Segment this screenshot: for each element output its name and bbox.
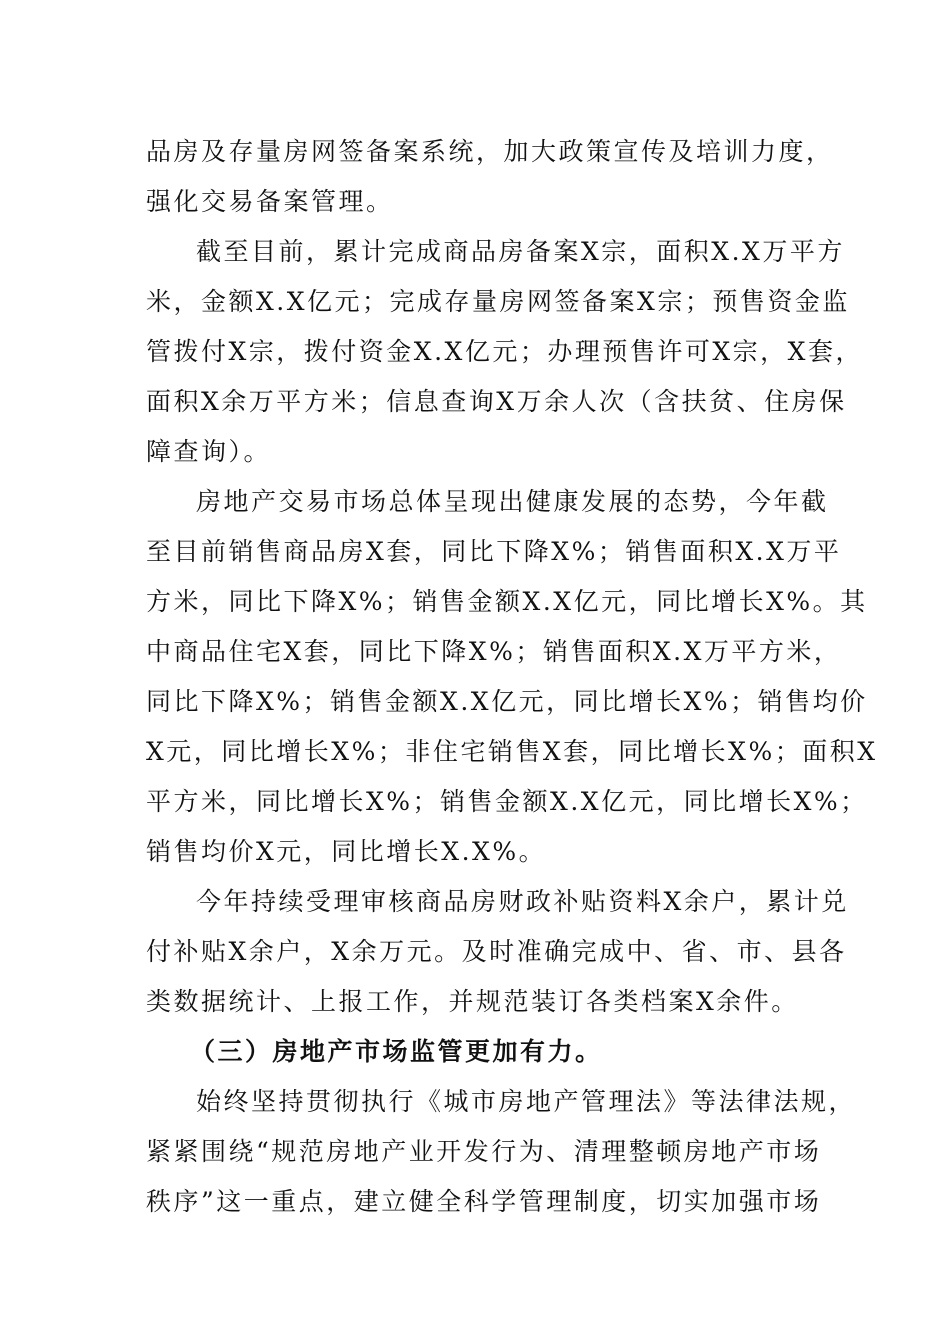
text-line: 销售均价X元，同比增长X.X%。 xyxy=(146,837,547,866)
text-line: X元，同比增长X%；非住宅销售X套，同比增长X%；面积X xyxy=(146,737,878,766)
text-line: 紧紧围绕“规范房地产业开发行为、清理整顿房地产市场 xyxy=(146,1137,822,1166)
text-line: 强化交易备案管理。 xyxy=(146,187,394,216)
paragraph-start: 房地产交易市场总体呈现出健康发展的态势，今年截 xyxy=(196,487,829,516)
text-line: 至目前销售商品房X套，同比下降X%；销售面积X.X万平 xyxy=(146,537,842,566)
text-line: 类数据统计、上报工作，并规范装订各类档案X余件。 xyxy=(146,987,799,1016)
text-line: 障查询）。 xyxy=(146,437,272,466)
section-heading: （三）房地产市场监管更加有力。 xyxy=(190,1037,603,1066)
text-line: 中商品住宅X套，同比下降X%；销售面积X.X万平方米， xyxy=(146,637,842,666)
text-line: 秩序”这一重点，建立健全科学管理制度，切实加强市场 xyxy=(146,1187,822,1216)
text-line: 平方米，同比增长X%；销售金额X.X亿元，同比增长X%； xyxy=(146,787,868,816)
paragraph-start: 截至目前，累计完成商品房备案X宗，面积X.X万平方 xyxy=(196,237,845,266)
paragraph-start: 始终坚持贯彻执行《城市房地产管理法》等法律法规， xyxy=(196,1087,857,1116)
text-line: 米，金额X.X亿元；完成存量房网签备案X宗；预售资金监 xyxy=(146,287,850,316)
text-line: 付补贴X余户，X余万元。及时准确完成中、省、市、县各 xyxy=(146,937,847,966)
text-line: 管拨付X宗，拨付资金X.X亿元；办理预售许可X宗，X套， xyxy=(146,337,863,366)
paragraph-start: 今年持续受理审核商品房财政补贴资料X余户，累计兑 xyxy=(196,887,849,916)
text-line: 品房及存量房网签备案系统，加大政策宣传及培训力度， xyxy=(146,137,834,166)
text-line: 方米，同比下降X%；销售金额X.X亿元，同比增长X%。其 xyxy=(146,587,868,616)
document-body xyxy=(146,127,878,1227)
text-line: 同比下降X%；销售金额X.X亿元，同比增长X%；销售均价 xyxy=(146,687,868,716)
text-line: 面积X余万平方米；信息查询X万余人次（含扶贫、住房保 xyxy=(146,387,847,416)
